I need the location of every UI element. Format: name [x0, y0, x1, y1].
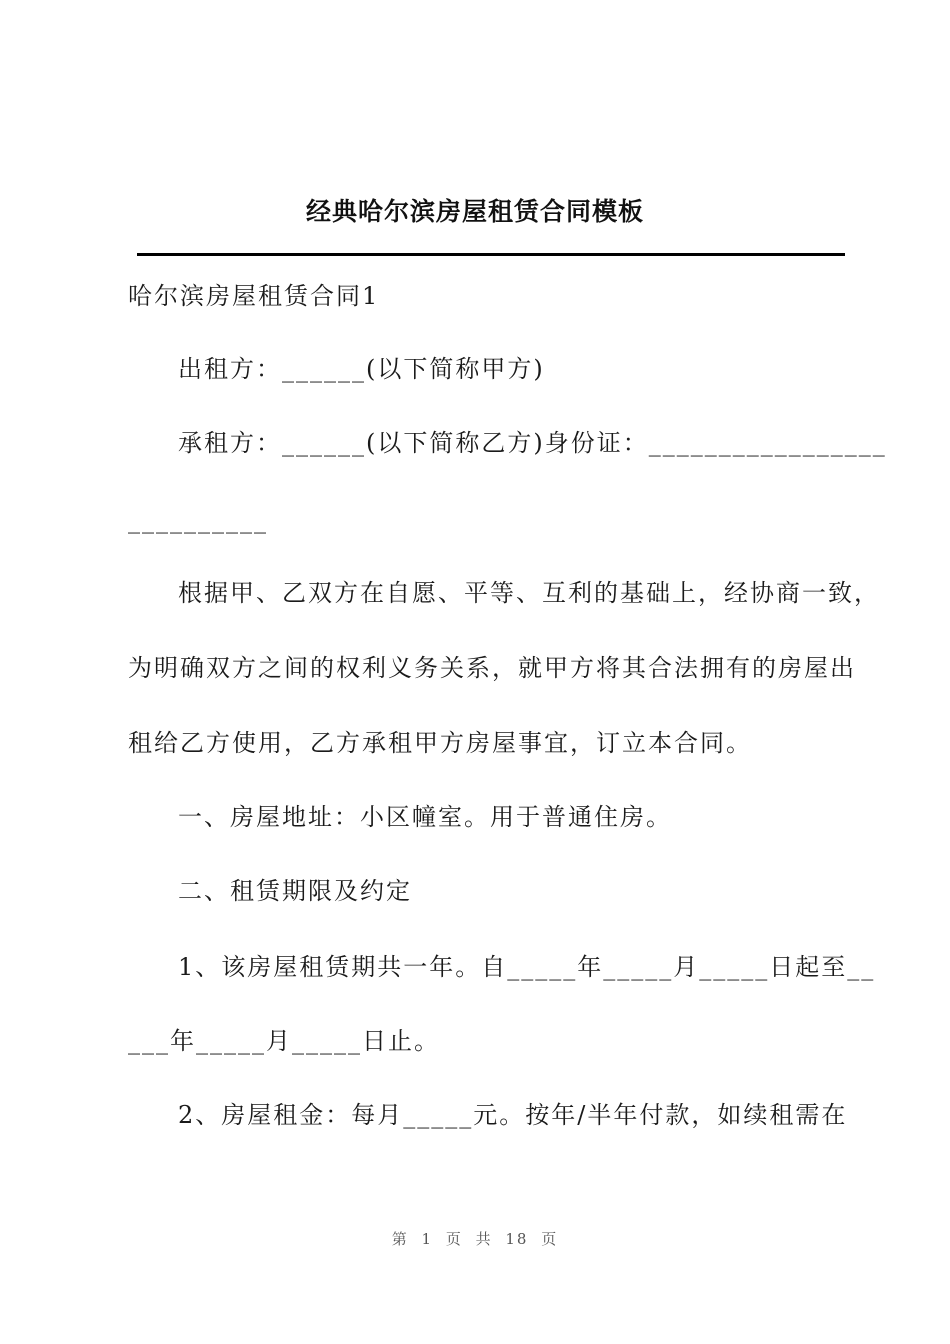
id-continuation-line: __________	[128, 506, 268, 534]
preamble-line-1: 根据甲、乙双方在自愿、平等、互利的基础上，经协商一致，	[178, 579, 880, 607]
document-title: 经典哈尔滨房屋租赁合同模板	[305, 197, 644, 226]
preamble-line-2: 为明确双方之间的权利义务关系，就甲方将其合法拥有的房屋出	[128, 654, 856, 682]
contract-heading: 哈尔滨房屋租赁合同1	[128, 282, 380, 310]
preamble-line-3: 租给乙方使用，乙方承租甲方房屋事宜，订立本合同。	[128, 729, 752, 757]
clause-2-2-line-1: 2、房屋租金：每月_____元。按年/半年付款，如续租需在	[178, 1101, 848, 1129]
clause-1-address: 一、房屋地址：小区幢室。用于普通住房。	[178, 803, 672, 831]
page-footer: 第 1 页 共 18 页	[391, 1230, 559, 1248]
lessee-line: 承租方：______(以下简称乙方)身份证：_________________	[178, 429, 887, 457]
lessor-line: 出租方：______(以下简称甲方)	[178, 355, 545, 383]
title-divider	[137, 253, 845, 256]
clause-2-heading: 二、租赁期限及约定	[178, 877, 412, 905]
clause-2-1-line-1: 1、该房屋租赁期共一年。自_____年_____月_____日起至__	[178, 953, 876, 981]
clause-2-1-line-2: ___年_____月_____日止。	[128, 1027, 440, 1055]
